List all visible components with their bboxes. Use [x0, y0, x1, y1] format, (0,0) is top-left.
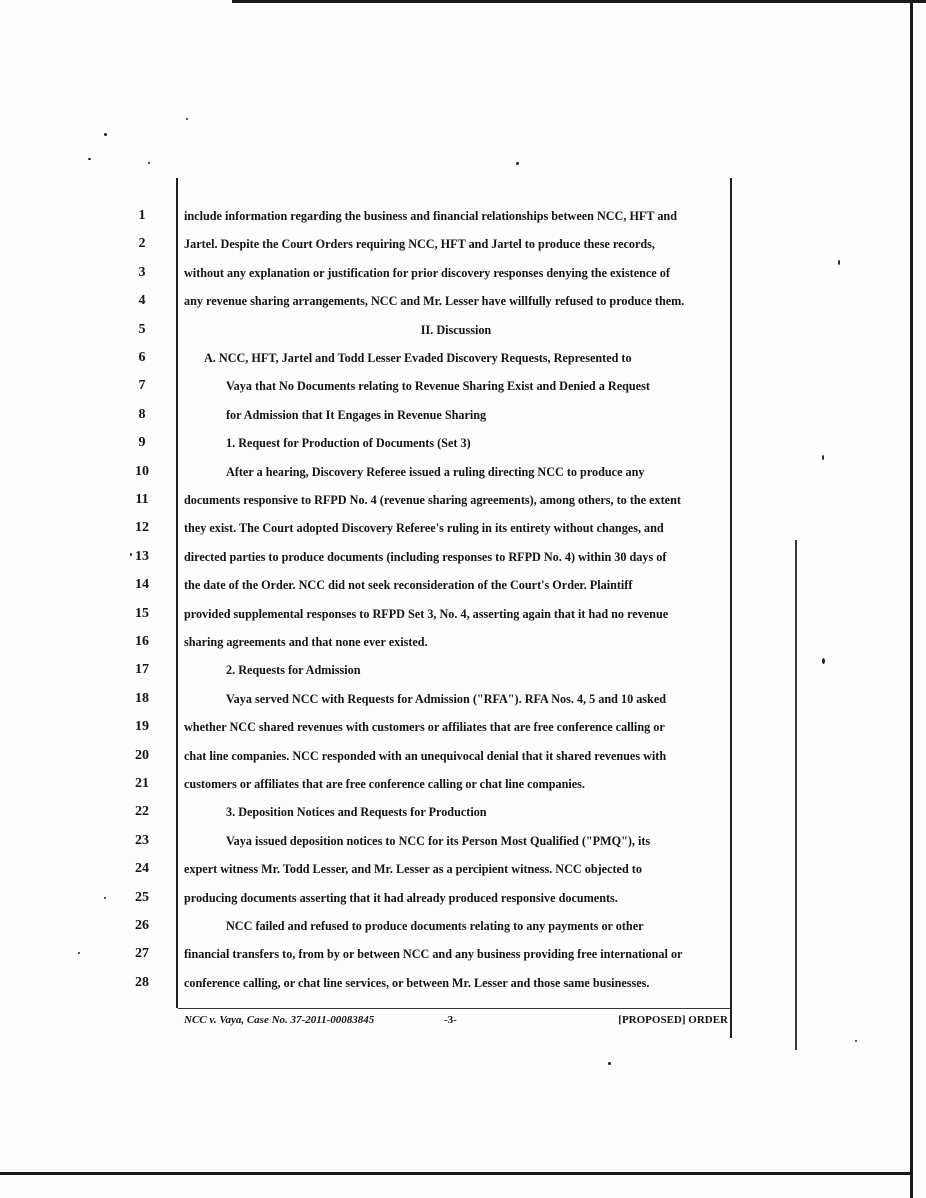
line-number: 12	[135, 520, 149, 536]
line-number: 27	[135, 946, 149, 962]
line-number: 3	[138, 264, 146, 280]
line-number: 5	[138, 321, 146, 337]
line-number: 13	[135, 548, 149, 564]
line-number: 24	[135, 861, 149, 877]
pleading-line	[0, 885, 926, 911]
pleading-line	[0, 544, 926, 570]
line-number: 11	[135, 492, 149, 507]
pleading-line	[0, 430, 926, 456]
pleading-line	[0, 572, 926, 598]
pleading-line	[0, 487, 926, 513]
scan-frame-top-edge	[232, 0, 926, 3]
pleading-line	[0, 203, 926, 229]
line-text: they exist. The Court adopted Discovery Referee's ruling in its entirety without changes, and	[184, 521, 664, 536]
line-text: chat line companies. NCC responded with an unequivocal denial that it shared revenues with	[184, 748, 667, 763]
line-text: NCC failed and refused to produce documents relating to any payments or other	[226, 919, 644, 933]
pleading-line	[0, 771, 926, 797]
line-text: whether NCC shared revenues with customers or affiliates that are free conference calling or	[184, 720, 665, 735]
scan-speck	[822, 455, 824, 460]
line-text: After a hearing, Discovery Referee issued a ruling directing NCC to produce any	[226, 464, 645, 479]
line-number: 19	[135, 719, 149, 735]
line-text: Vaya issued deposition notices to NCC for its Person Most Qualified ("PMQ"), its	[226, 833, 651, 848]
line-text: producing documents asserting that it had already produced responsive documents.	[184, 890, 618, 905]
scan-speck	[822, 658, 825, 664]
scan-speck	[838, 260, 840, 265]
line-text: 3. Deposition Notices and Requests for Production	[226, 805, 487, 820]
line-text: include information regarding the business and financial relationships between NCC, HFT and	[184, 209, 677, 223]
pleading-line	[0, 373, 926, 399]
line-number: 17	[135, 662, 149, 678]
pleading-line	[0, 260, 926, 286]
pleading-line	[0, 856, 926, 882]
line-number: 2	[138, 236, 146, 252]
line-number: 28	[135, 974, 149, 990]
footer-page-number: -3-	[444, 1014, 457, 1026]
scan-frame-bottom-edge	[0, 1172, 912, 1175]
line-text: 1. Request for Production of Documents (Set 3)	[226, 436, 471, 451]
pleading-line	[0, 714, 926, 740]
line-number: 22	[135, 804, 149, 820]
pleading-line	[0, 288, 926, 314]
line-text: customers or affiliates that are free conference calling or chat line companies.	[184, 777, 585, 791]
line-text: II. Discussion	[420, 322, 492, 337]
line-text: A. NCC, HFT, Jartel and Todd Lesser Evaded Discovery Requests, Represented to	[204, 351, 632, 365]
pleading-line	[0, 828, 926, 854]
pleading-line	[0, 231, 926, 257]
line-number: 20	[135, 747, 149, 763]
scan-frame-right-edge	[910, 0, 913, 1198]
line-text: any revenue sharing arrangements, NCC and Mr. Lesser have willfully refused to produce them.	[184, 294, 685, 309]
pleading-line	[0, 629, 926, 655]
scan-speck	[130, 553, 132, 556]
line-text: without any explanation or justification for prior discovery responses denying the existence of	[184, 265, 670, 280]
line-number: 6	[138, 350, 146, 365]
pleading-line	[0, 402, 926, 428]
scan-speck	[78, 952, 80, 954]
line-number: 4	[138, 293, 146, 309]
line-number: 1	[138, 208, 146, 223]
pleading-line	[0, 459, 926, 485]
footer-case-caption: NCC v. Vaya, Case No. 37-2011-00083845	[184, 1014, 375, 1026]
pleading-line	[0, 601, 926, 627]
line-number: 14	[135, 577, 149, 593]
pleading-line	[0, 743, 926, 769]
line-text: the date of the Order. NCC did not seek reconsideration of the Court's Order. Plaintiff	[184, 578, 633, 593]
pleading-line	[0, 345, 926, 371]
line-text: Jartel. Despite the Court Orders requiring NCC, HFT and Jartel to produce these records,	[184, 237, 655, 252]
scan-speck	[608, 1062, 611, 1065]
line-number: 23	[135, 832, 149, 848]
line-number: 8	[138, 406, 146, 422]
line-number: 7	[138, 378, 146, 394]
scan-speck	[148, 162, 150, 164]
pleading-line	[0, 657, 926, 683]
pleading-line	[0, 799, 926, 825]
line-number: 25	[135, 889, 149, 905]
scan-speck	[104, 897, 106, 899]
line-text: 2. Requests for Admission	[226, 663, 361, 678]
line-text: directed parties to produce documents (including responses to RFPD No. 4) within 30 days of	[184, 549, 667, 564]
line-text: Vaya served NCC with Requests for Admission ("RFA"). RFA Nos. 4, 5 and 10 asked	[226, 691, 667, 706]
scan-speck	[516, 162, 519, 165]
line-text: conference calling, or chat line services, or between Mr. Lesser and those same businesses.	[184, 975, 650, 990]
line-text: provided supplemental responses to RFPD Set 3, No. 4, asserting again that it had no revenue	[184, 606, 669, 621]
pleading-line	[0, 515, 926, 541]
line-number: 16	[135, 634, 149, 649]
footer-rule	[178, 1008, 730, 1009]
pleading-line	[0, 317, 926, 343]
line-text: expert witness Mr. Todd Lesser, and Mr. Lesser as a percipient witness. NCC objected to	[184, 862, 642, 877]
line-number: 18	[135, 690, 149, 706]
pleading-line	[0, 970, 926, 996]
scan-speck	[88, 158, 91, 160]
line-text: documents responsive to RFPD No. 4 (revenue sharing agreements), among others, to the extent	[184, 493, 681, 507]
line-number: 26	[135, 918, 149, 933]
line-number: 15	[135, 605, 149, 621]
line-text: for Admission that It Engages in Revenue Sharing	[226, 407, 487, 422]
scan-speck	[855, 1040, 857, 1042]
line-number: 10	[135, 463, 149, 479]
scan-speck	[186, 118, 188, 120]
line-number: 9	[138, 435, 146, 451]
line-number: 21	[135, 776, 149, 791]
line-text: sharing agreements and that none ever existed.	[184, 635, 428, 649]
pleading-line	[0, 913, 926, 939]
footer-document-title: [PROPOSED] ORDER	[618, 1014, 728, 1026]
pleading-line	[0, 941, 926, 967]
pleading-line	[0, 686, 926, 712]
page-footer	[184, 1014, 728, 1034]
line-text: Vaya that No Documents relating to Revenue Sharing Exist and Denied a Request	[226, 379, 650, 394]
scan-speck	[104, 133, 107, 136]
line-text: financial transfers to, from by or between NCC and any business providing free international or	[184, 947, 683, 962]
